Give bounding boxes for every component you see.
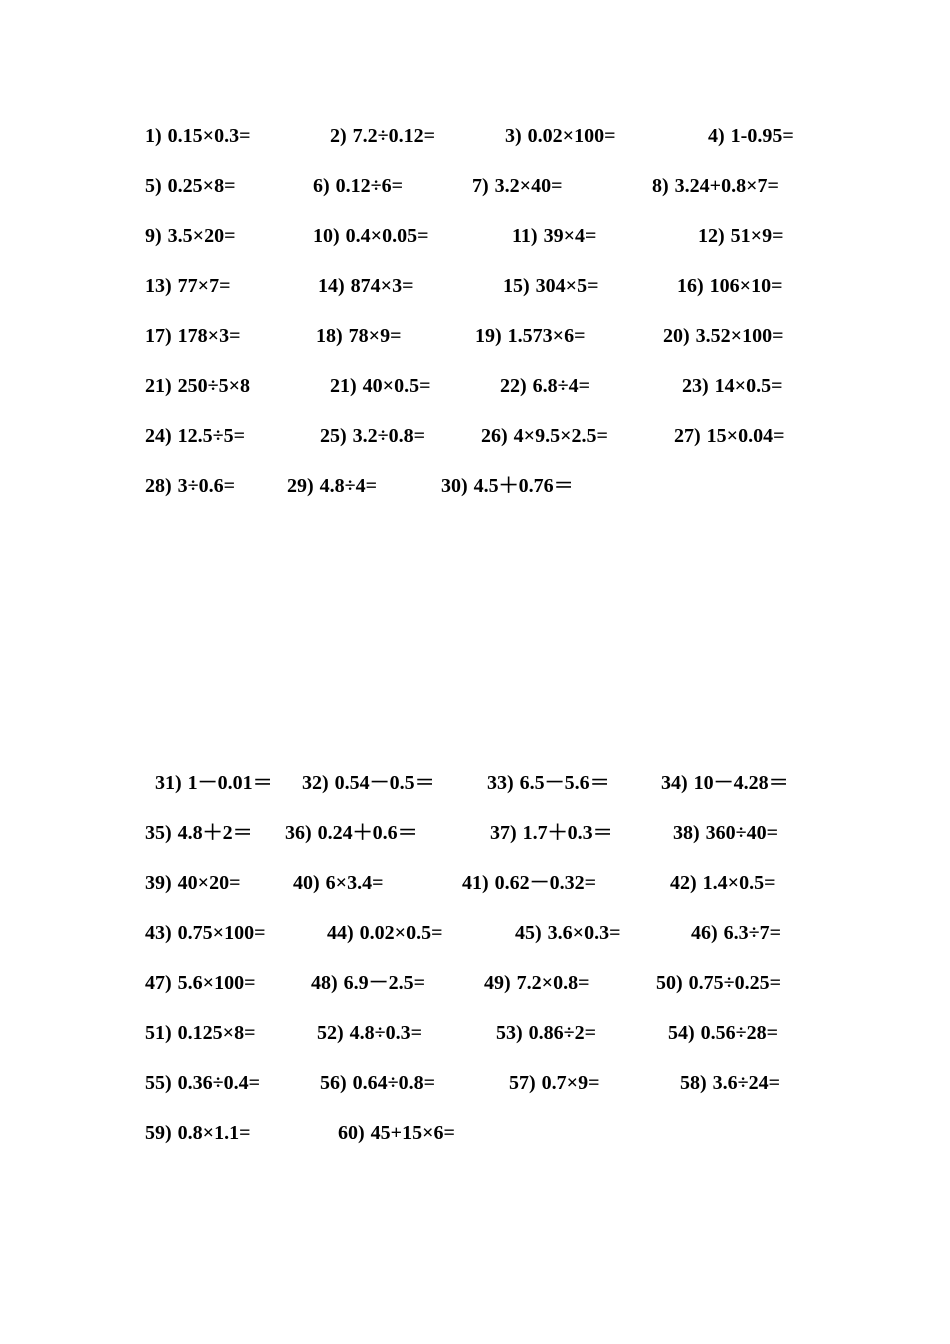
math-problem xyxy=(145,425,245,447)
problem-expression: 6×3.4= xyxy=(325,872,384,894)
problem-number: 37) xyxy=(490,822,517,844)
problem-expression: 6.3÷7= xyxy=(723,922,782,944)
problem-expression: 77×7= xyxy=(177,275,231,297)
problem-row xyxy=(0,325,950,375)
math-problem xyxy=(698,225,783,247)
problem-expression: 0.64÷0.8= xyxy=(352,1072,436,1094)
problem-number: 25) xyxy=(320,425,347,447)
problem-number: 17) xyxy=(145,325,172,347)
math-problem xyxy=(145,275,230,297)
problem-number: 43) xyxy=(145,922,172,944)
problem-expression: 106×10= xyxy=(709,275,783,297)
problem-expression: 0.75×100= xyxy=(177,922,266,944)
problem-expression: 0.15×0.3= xyxy=(167,125,251,147)
math-problem xyxy=(302,772,435,794)
math-problem xyxy=(673,822,778,844)
problem-number: 1) xyxy=(145,125,162,147)
math-problem xyxy=(462,872,596,894)
math-problem xyxy=(500,375,590,397)
math-problem xyxy=(661,772,789,794)
problem-expression: 6.9－2.5= xyxy=(343,972,426,994)
problem-expression: 0.02×100= xyxy=(527,125,616,147)
problem-row xyxy=(0,175,950,225)
math-problem xyxy=(677,275,782,297)
math-problem xyxy=(663,325,783,347)
problem-expression: 4.8÷4= xyxy=(319,475,378,497)
problem-expression: 4.8÷0.3= xyxy=(349,1022,423,1044)
problem-number: 50) xyxy=(656,972,683,994)
math-problem xyxy=(680,1072,780,1094)
problem-number: 42) xyxy=(670,872,697,894)
math-problem xyxy=(503,275,598,297)
problem-number: 15) xyxy=(503,275,530,297)
math-problem xyxy=(472,175,562,197)
problem-expression: 874×3= xyxy=(350,275,414,297)
math-problem xyxy=(293,872,383,894)
math-problem xyxy=(674,425,784,447)
math-problem xyxy=(145,822,253,844)
problem-number: 44) xyxy=(327,922,354,944)
problem-expression: 0.62－0.32= xyxy=(494,872,597,894)
problem-number: 14) xyxy=(318,275,345,297)
problem-number: 33) xyxy=(487,772,514,794)
problem-expression: 0.02×0.5= xyxy=(359,922,443,944)
problem-number: 45) xyxy=(515,922,542,944)
problem-number: 53) xyxy=(496,1022,523,1044)
problem-number: 34) xyxy=(661,772,688,794)
math-problem xyxy=(496,1022,596,1044)
problem-expression: 6.5－5.6＝ xyxy=(519,772,610,794)
problem-expression: 0.125×8= xyxy=(177,1022,256,1044)
problem-section-1 xyxy=(0,125,950,525)
problem-row xyxy=(0,375,950,425)
math-problem xyxy=(155,772,273,794)
problem-expression: 0.36÷0.4= xyxy=(177,1072,261,1094)
math-problem xyxy=(318,275,413,297)
math-problem xyxy=(515,922,620,944)
math-problem xyxy=(145,475,235,497)
problem-number: 41) xyxy=(462,872,489,894)
math-problem xyxy=(668,1022,778,1044)
math-problem xyxy=(512,225,596,247)
problem-expression: 1－0.01＝ xyxy=(187,772,273,794)
problem-row xyxy=(0,1072,950,1122)
math-problem xyxy=(475,325,585,347)
problem-row xyxy=(0,425,950,475)
problem-expression: 0.8×1.1= xyxy=(177,1122,251,1144)
math-problem xyxy=(509,1072,599,1094)
problem-row xyxy=(0,872,950,922)
problem-expression: 0.56÷28= xyxy=(700,1022,779,1044)
problem-row xyxy=(0,125,950,175)
math-problem xyxy=(145,125,250,147)
problem-expression: 0.25×8= xyxy=(167,175,236,197)
math-problem xyxy=(487,772,610,794)
problem-section-2 xyxy=(0,772,950,1172)
problem-expression: 5.6×100= xyxy=(177,972,256,994)
problem-expression: 45+15×6= xyxy=(370,1122,455,1144)
problem-expression: 3.24+0.8×7= xyxy=(674,175,779,197)
problem-number: 2) xyxy=(330,125,347,147)
math-problem xyxy=(145,1072,260,1094)
math-problem xyxy=(441,475,574,497)
problem-expression: 10－4.28＝ xyxy=(693,772,789,794)
math-problem xyxy=(145,972,255,994)
math-problem xyxy=(320,1072,435,1094)
problem-number: 49) xyxy=(484,972,511,994)
problem-expression: 360÷40= xyxy=(705,822,779,844)
math-problem xyxy=(145,1022,255,1044)
math-problem xyxy=(145,325,240,347)
problem-row xyxy=(0,822,950,872)
problem-number: 26) xyxy=(481,425,508,447)
math-problem xyxy=(145,872,240,894)
problem-number: 56) xyxy=(320,1072,347,1094)
problem-expression: 1.7＋0.3＝ xyxy=(522,822,613,844)
problem-number: 30) xyxy=(441,475,468,497)
math-problem xyxy=(490,822,613,844)
problem-expression: 1.573×6= xyxy=(507,325,586,347)
problem-number: 48) xyxy=(311,972,338,994)
problem-number: 38) xyxy=(673,822,700,844)
problem-row xyxy=(0,1022,950,1072)
problem-expression: 4×9.5×2.5= xyxy=(513,425,608,447)
problem-number: 54) xyxy=(668,1022,695,1044)
problem-number: 22) xyxy=(500,375,527,397)
problem-expression: 0.24＋0.6＝ xyxy=(317,822,418,844)
math-problem xyxy=(330,125,435,147)
problem-expression: 51×9= xyxy=(730,225,784,247)
problem-number: 27) xyxy=(674,425,701,447)
math-problem xyxy=(330,375,430,397)
math-problem xyxy=(313,175,403,197)
math-problem xyxy=(313,225,428,247)
problem-number: 21) xyxy=(330,375,357,397)
math-problem xyxy=(145,1122,250,1144)
problem-number: 4) xyxy=(708,125,725,147)
problem-row xyxy=(0,972,950,1022)
problem-expression: 15×0.04= xyxy=(706,425,785,447)
problem-number: 23) xyxy=(682,375,709,397)
problem-row xyxy=(0,225,950,275)
problem-expression: 3.6×0.3= xyxy=(547,922,621,944)
problem-expression: 7.2÷0.12= xyxy=(352,125,436,147)
math-problem xyxy=(317,1022,422,1044)
problem-number: 8) xyxy=(652,175,669,197)
problem-expression: 1-0.95= xyxy=(730,125,794,147)
problem-number: 55) xyxy=(145,1072,172,1094)
problem-number: 46) xyxy=(691,922,718,944)
problem-number: 18) xyxy=(316,325,343,347)
problem-expression: 0.7×9= xyxy=(541,1072,600,1094)
problem-row xyxy=(0,1122,950,1172)
problem-expression: 4.8＋2＝ xyxy=(177,822,253,844)
math-problem xyxy=(708,125,794,147)
math-problem xyxy=(484,972,589,994)
problem-expression: 40×0.5= xyxy=(362,375,431,397)
problem-expression: 14×0.5= xyxy=(714,375,783,397)
problem-expression: 1.4×0.5= xyxy=(702,872,776,894)
math-problem xyxy=(505,125,615,147)
problem-number: 52) xyxy=(317,1022,344,1044)
problem-number: 60) xyxy=(338,1122,365,1144)
math-problem xyxy=(316,325,401,347)
problem-expression: 40×20= xyxy=(177,872,241,894)
problem-expression: 39×4= xyxy=(543,225,597,247)
problem-number: 12) xyxy=(698,225,725,247)
problem-number: 13) xyxy=(145,275,172,297)
math-problem xyxy=(670,872,775,894)
problem-number: 29) xyxy=(287,475,314,497)
problem-number: 10) xyxy=(313,225,340,247)
problem-number: 28) xyxy=(145,475,172,497)
math-problem xyxy=(320,425,425,447)
problem-expression: 12.5÷5= xyxy=(177,425,246,447)
problem-number: 32) xyxy=(302,772,329,794)
math-problem xyxy=(327,922,442,944)
math-problem xyxy=(652,175,779,197)
problem-number: 11) xyxy=(512,225,538,247)
problem-expression: 3.2×40= xyxy=(494,175,563,197)
problem-expression: 7.2×0.8= xyxy=(516,972,590,994)
problem-row xyxy=(0,772,950,822)
problem-expression: 3.6÷24= xyxy=(712,1072,781,1094)
math-problem xyxy=(145,375,250,397)
problem-row xyxy=(0,475,950,525)
problem-number: 21) xyxy=(145,375,172,397)
math-problem xyxy=(145,225,235,247)
problem-number: 51) xyxy=(145,1022,172,1044)
problem-number: 19) xyxy=(475,325,502,347)
problem-row xyxy=(0,275,950,325)
math-problem xyxy=(145,922,265,944)
problem-number: 59) xyxy=(145,1122,172,1144)
problem-number: 47) xyxy=(145,972,172,994)
problem-number: 9) xyxy=(145,225,162,247)
math-problem xyxy=(311,972,425,994)
problem-number: 7) xyxy=(472,175,489,197)
math-problem xyxy=(287,475,377,497)
problem-expression: 0.86÷2= xyxy=(528,1022,597,1044)
problem-number: 5) xyxy=(145,175,162,197)
problem-number: 57) xyxy=(509,1072,536,1094)
problem-expression: 3.5×20= xyxy=(167,225,236,247)
problem-number: 16) xyxy=(677,275,704,297)
problem-number: 35) xyxy=(145,822,172,844)
problem-expression: 3.2÷0.8= xyxy=(352,425,426,447)
problem-expression: 0.54－0.5＝ xyxy=(334,772,435,794)
problem-expression: 78×9= xyxy=(348,325,402,347)
problem-number: 58) xyxy=(680,1072,707,1094)
problem-expression: 0.75÷0.25= xyxy=(688,972,782,994)
math-problem xyxy=(481,425,608,447)
problem-number: 36) xyxy=(285,822,312,844)
problem-number: 40) xyxy=(293,872,320,894)
problem-expression: 0.12÷6= xyxy=(335,175,404,197)
problem-expression: 4.5＋0.76＝ xyxy=(473,475,574,497)
math-problem xyxy=(691,922,781,944)
math-problem xyxy=(656,972,781,994)
problem-expression: 178×3= xyxy=(177,325,241,347)
problem-number: 39) xyxy=(145,872,172,894)
math-problem xyxy=(338,1122,455,1144)
problem-expression: 0.4×0.05= xyxy=(345,225,429,247)
problem-number: 20) xyxy=(663,325,690,347)
math-problem xyxy=(682,375,782,397)
math-problem xyxy=(145,175,235,197)
problem-row xyxy=(0,922,950,972)
problem-expression: 250÷5×8 xyxy=(177,375,251,397)
problem-expression: 3.52×100= xyxy=(695,325,784,347)
math-problem xyxy=(285,822,418,844)
problem-number: 24) xyxy=(145,425,172,447)
problem-number: 6) xyxy=(313,175,330,197)
problem-expression: 304×5= xyxy=(535,275,599,297)
problem-number: 3) xyxy=(505,125,522,147)
problem-expression: 6.8÷4= xyxy=(532,375,591,397)
problem-number: 31) xyxy=(155,772,182,794)
problem-expression: 3÷0.6= xyxy=(177,475,236,497)
